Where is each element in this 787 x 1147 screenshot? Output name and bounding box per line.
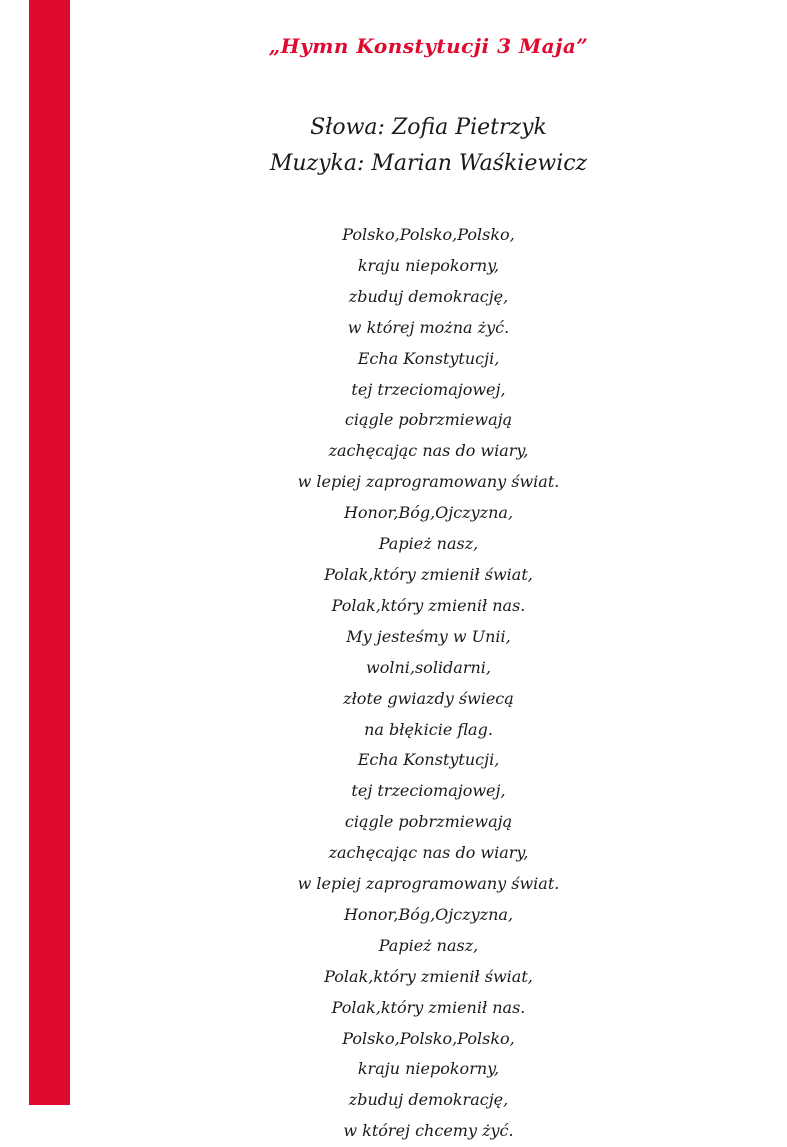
lyric-line: ciągle pobrzmiewają	[344, 410, 513, 430]
lyric-line: w lepiej zaprogramowany świat.	[297, 874, 560, 894]
lyricist-credit: Słowa: Zofia Pietrzyk	[310, 115, 547, 140]
lyric-line: złote gwiazdy świecą	[343, 688, 514, 708]
lyric-line: tej trzeciomajowej,	[351, 379, 506, 399]
lyric-line: Honor,Bóg,Ojczyzna,	[343, 904, 514, 924]
lyric-line: kraju niepokorny,	[357, 1059, 500, 1079]
lyric-line: zbuduj demokrację,	[348, 286, 509, 306]
lyric-line: tej trzeciomajowej,	[351, 781, 506, 801]
lyric-line: w której chcemy żyć.	[343, 1121, 514, 1141]
lyric-line: Polak,który zmienił świat,	[324, 966, 533, 986]
lyric-line: Polsko,Polsko,Polsko,	[342, 1028, 515, 1048]
lyrics-body	[70, 220, 787, 1147]
song-credits	[70, 110, 787, 182]
lyric-line: ciągle pobrzmiewają	[344, 812, 513, 832]
red-side-stripe	[29, 0, 70, 1105]
lyric-line: Polsko,Polsko,Polsko,	[342, 225, 515, 244]
lyric-line: Polak,który zmienił nas.	[331, 997, 526, 1017]
lyric-line: Papież nasz,	[378, 534, 479, 554]
lyric-line: Echa Konstytucji,	[357, 750, 500, 770]
lyric-line: Polak,który zmienił świat,	[324, 564, 533, 584]
lyric-line: zbuduj demokrację,	[348, 1090, 509, 1110]
lyric-line: w której można żyć.	[347, 317, 510, 337]
song-title: „Hymn Konstytucji 3 Maja”	[268, 34, 589, 58]
lyric-line: w lepiej zaprogramowany świat.	[297, 472, 560, 492]
lyric-line: wolni,solidarni,	[366, 657, 491, 677]
lyric-line: zachęcając nas do wiary,	[328, 843, 529, 863]
lyric-line: na błękicie flag.	[364, 719, 493, 739]
lyric-line: Honor,Bóg,Ojczyzna,	[343, 503, 514, 523]
lyric-line: Polak,który zmienił nas.	[331, 595, 526, 615]
lyric-line: My jesteśmy w Unii,	[346, 626, 511, 646]
lyric-line: Echa Konstytucji,	[357, 348, 500, 368]
lyric-line: kraju niepokorny,	[357, 255, 500, 275]
composer-credit: Muzyka: Marian Waśkiewicz	[269, 151, 588, 176]
lyric-line: Papież nasz,	[378, 935, 479, 955]
lyric-line: zachęcając nas do wiary,	[328, 441, 529, 461]
